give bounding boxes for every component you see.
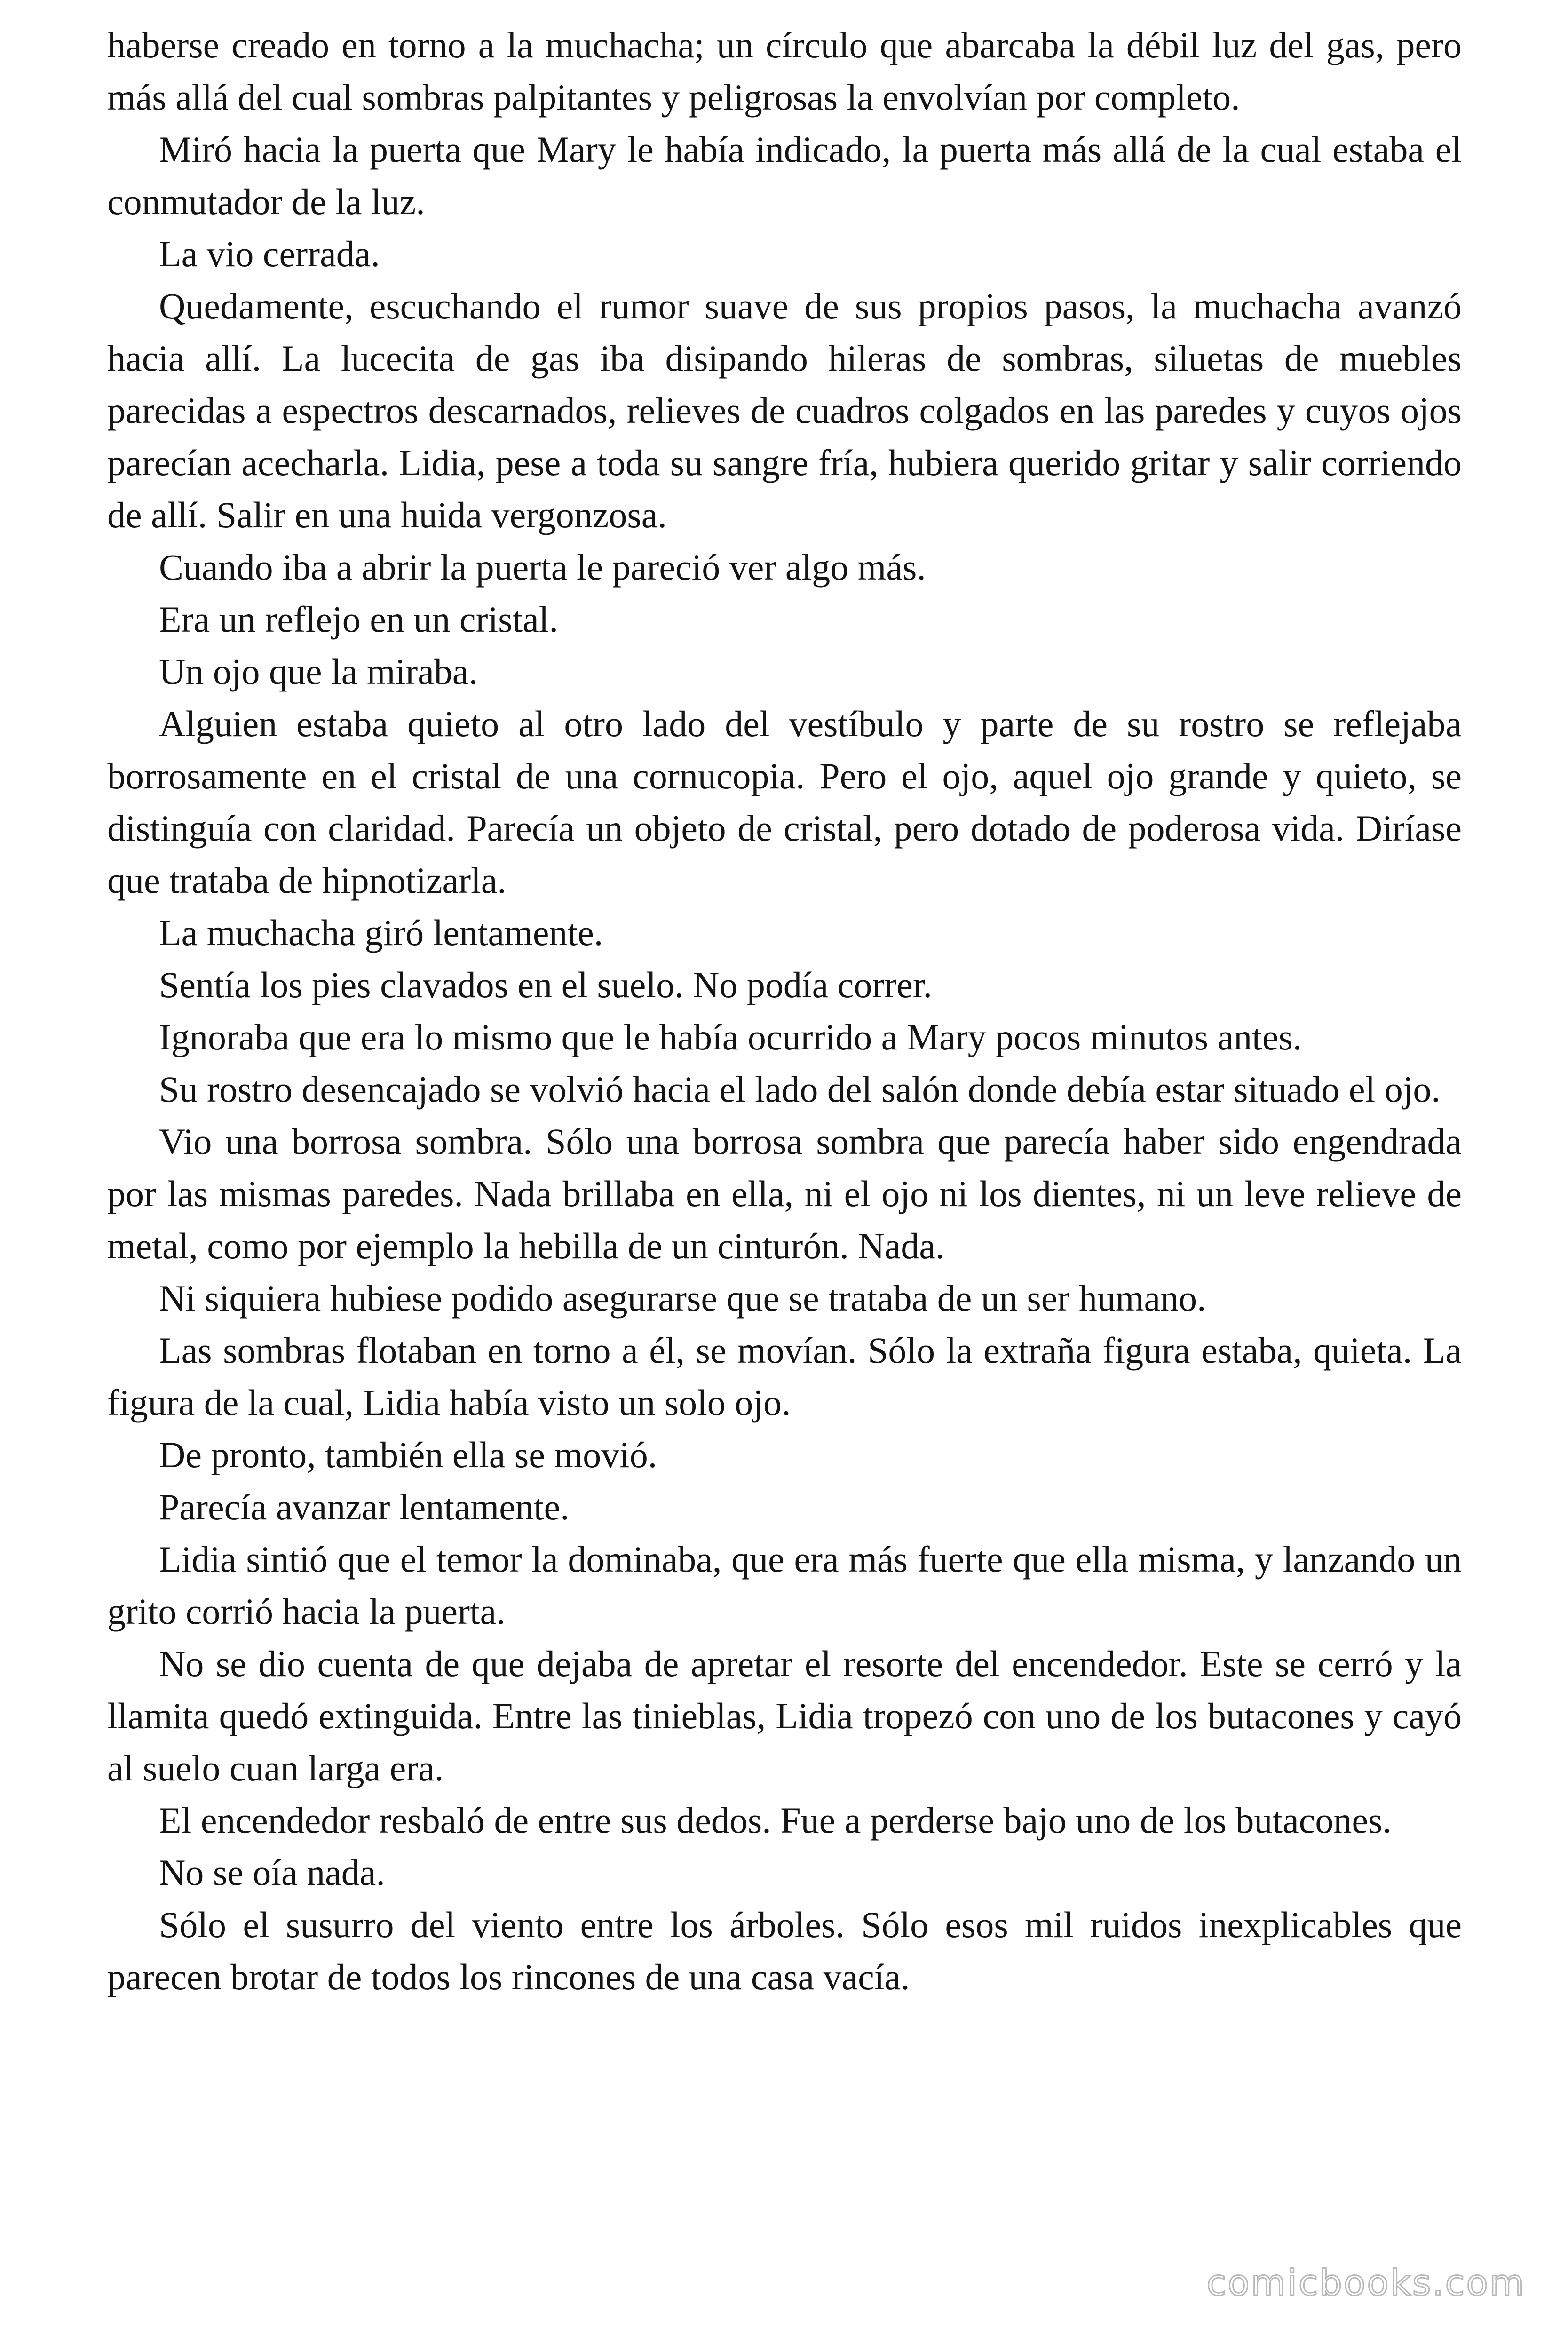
paragraph-12: Su rostro desencajado se volvió hacia el lado del salón donde debía estar situado el ojo. bbox=[159, 1069, 1441, 1110]
paragraph-20: El encendedor resbaló de entre sus dedos. Fue a perderse bajo uno de los butacones. bbox=[159, 1800, 1392, 1841]
paragraph-9: La muchacha giró lentamente. bbox=[159, 912, 603, 953]
paragraph-5: Cuando iba a abrir la puerta le pareció ver algo más. bbox=[159, 547, 926, 588]
paragraph-14: Ni siquiera hubiese podido asegurarse que se trataba de un ser humano. bbox=[159, 1278, 1206, 1319]
paragraph-19: No se dio cuenta de que dejaba de apretar el resorte del encendedor. Este se cerró y la llamita quedó extinguida. Entre las tinieblas, Lidia tropezó con uno de los butacones y cayó al suelo cuan larga era. bbox=[107, 1643, 1462, 1788]
paragraph-7: Un ojo que la miraba. bbox=[159, 651, 478, 692]
paragraph-6: Era un reflejo en un cristal. bbox=[159, 599, 558, 640]
paragraph-3: La vio cerrada. bbox=[159, 233, 380, 274]
book-page-text bbox=[107, 19, 1462, 2003]
paragraph-4: Quedamente, escuchando el rumor suave de sus propios pasos, la muchacha avanzó hacia allí. La lucecita de gas iba disipando hileras de sombras, siluetas de muebles parecidas a espectros descarnados, relieves de cuadros colgados en las paredes y cuyos ojos parecían acecharla. Lidia, pese a toda su sangre fría, hubiera querido gritar y salir corriendo de allí. Salir en una huida vergonzosa. bbox=[107, 286, 1462, 535]
paragraph-16: De pronto, también ella se movió. bbox=[159, 1434, 657, 1475]
paragraph-15: Las sombras flotaban en torno a él, se movían. Sólo la extraña figura estaba, quieta. La figura de la cual, Lidia había visto un solo ojo. bbox=[107, 1330, 1462, 1423]
paragraph-13: Vio una borrosa sombra. Sólo una borrosa sombra que parecía haber sido engendrada por las mismas paredes. Nada brillaba en ella, ni el ojo ni los dientes, ni un leve relieve de metal, como por ejemplo la hebilla de un cinturón. Nada. bbox=[107, 1121, 1462, 1266]
paragraph-11: Ignoraba que era lo mismo que le había ocurrido a Mary pocos minutos antes. bbox=[159, 1017, 1302, 1057]
paragraph-8: Alguien estaba quieto al otro lado del vestíbulo y parte de su rostro se reflejaba borrosamente en el cristal de una cornucopia. Pero el ojo, aquel ojo grande y quieto, se distinguía con claridad. Parecía un objeto de cristal, pero dotado de poderosa vida. Diríase que trataba de hipnotizarla. bbox=[107, 703, 1462, 901]
paragraph-22: Sólo el susurro del viento entre los árboles. Sólo esos mil ruidos inexplicables que parecen brotar de todos los rincones de una casa vacía. bbox=[107, 1904, 1462, 1997]
paragraph-17: Parecía avanzar lentamente. bbox=[159, 1486, 570, 1527]
paragraph-10: Sentía los pies clavados en el suelo. No podía correr. bbox=[159, 964, 933, 1005]
paragraph-21: No se oía nada. bbox=[159, 1852, 385, 1893]
watermark: comicbooks.com bbox=[1206, 2262, 1526, 2304]
paragraph-18: Lidia sintió que el temor la dominaba, que era más fuerte que ella misma, y lanzando un grito corrió hacia la puerta. bbox=[107, 1539, 1462, 1632]
paragraph-1: haberse creado en torno a la muchacha; un círculo que abarcaba la débil luz del gas, pero más allá del cual sombras palpitantes y peligrosas la envolvían por completo. bbox=[107, 24, 1462, 118]
paragraph-2: Miró hacia la puerta que Mary le había indicado, la puerta más allá de la cual estaba el conmutador de la luz. bbox=[107, 129, 1462, 222]
